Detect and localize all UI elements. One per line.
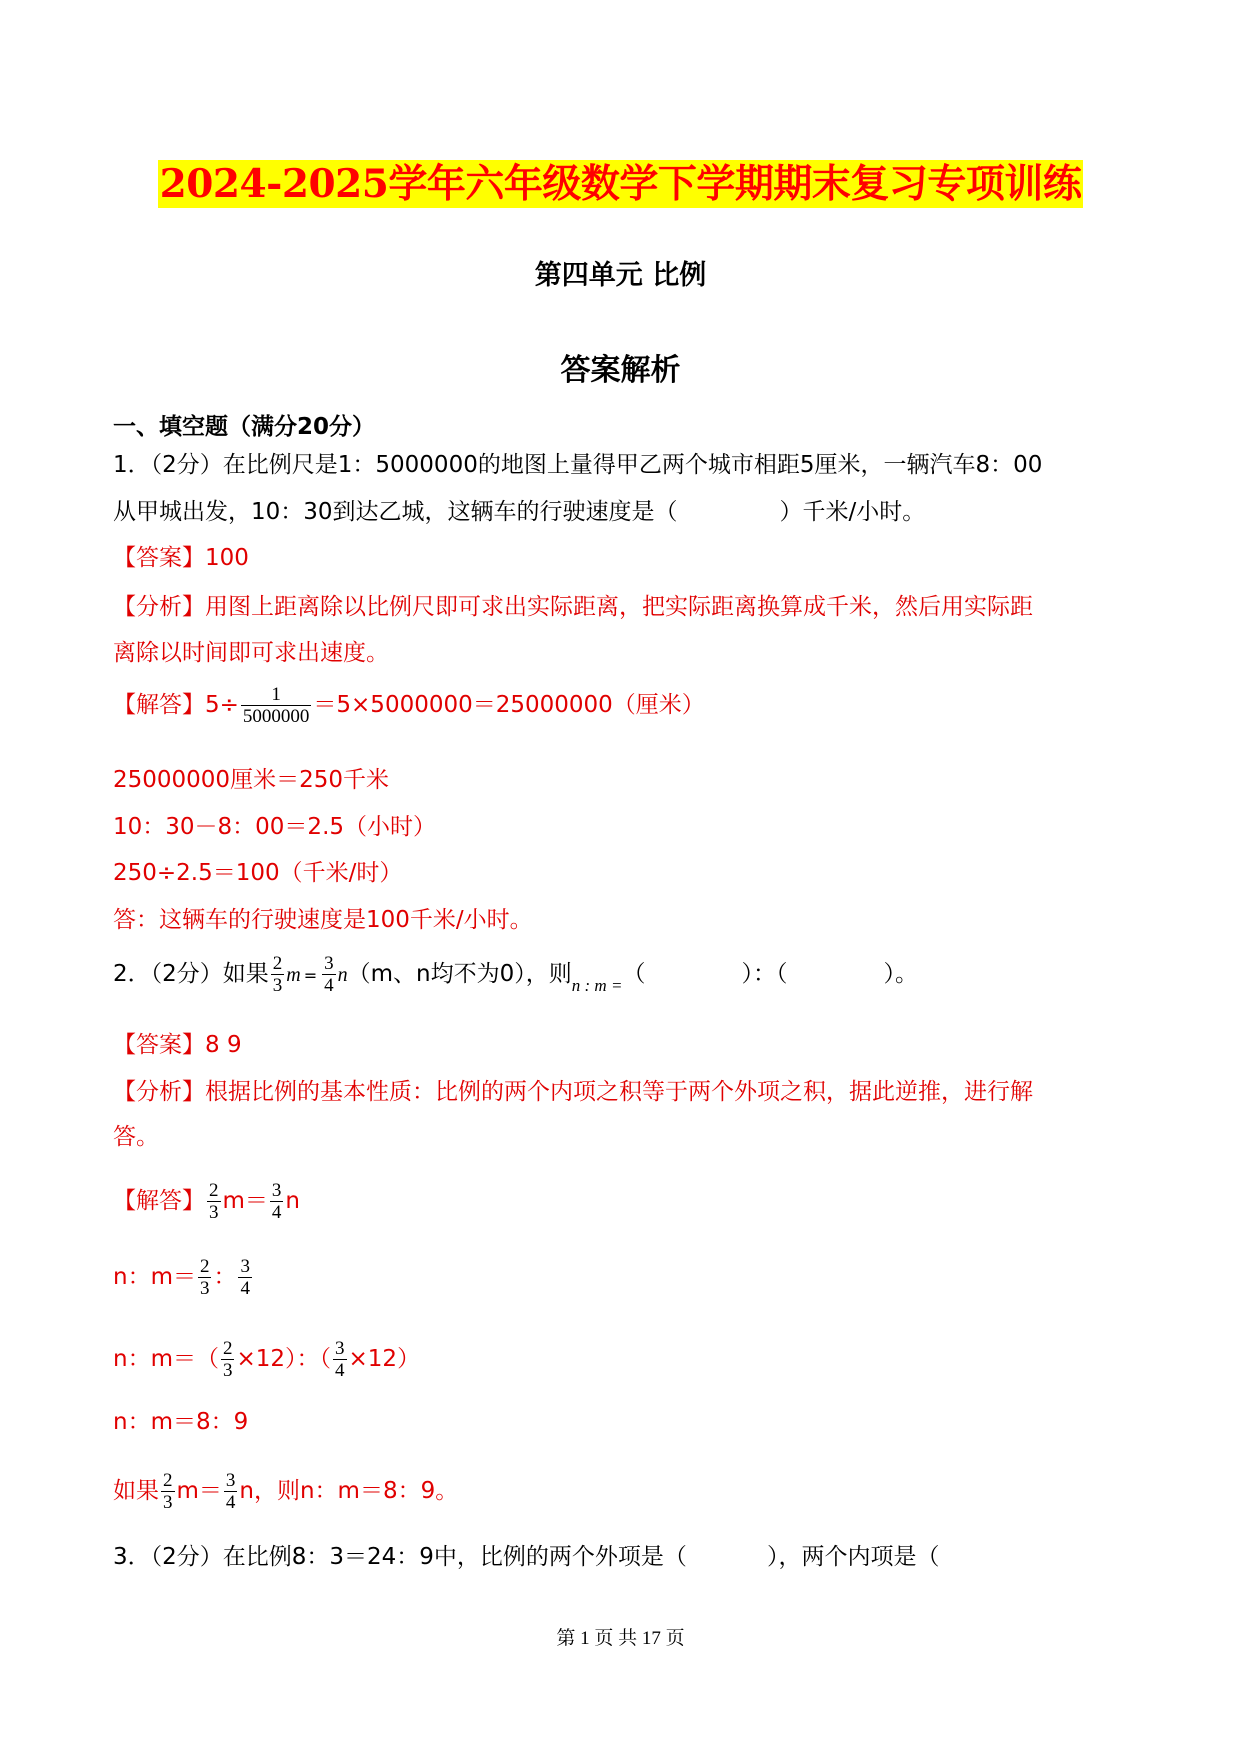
q1-analysis-1: 【分析】用图上距离除以比例尺即可求出实际距离，把实际距离换算成千米，然后用实际距 (113, 594, 1033, 620)
q2-s1-m: m＝ (222, 1188, 268, 1214)
q2-s5-frac-2-den: 4 (225, 1492, 236, 1513)
q1-analysis-2: 离除以时间即可求出速度。 (113, 640, 389, 666)
q2-frac-1-num: 2 (272, 953, 283, 974)
q2-s3-frac-2-num: 3 (335, 1338, 345, 1359)
q2-s2-frac-1-num: 2 (199, 1256, 210, 1277)
q1-fraction (241, 684, 312, 727)
q1-frac-den: 5000000 (242, 706, 310, 727)
q2-s3-frac-2 (333, 1338, 347, 1381)
q2-s5-frac-1-num: 2 (163, 1470, 173, 1491)
q2-solution-label: 【解答】 (113, 1188, 205, 1214)
q2-tail-a: （ (622, 961, 646, 987)
q2-s2-b: ： (213, 1264, 237, 1290)
q2-s1-frac-2 (270, 1180, 284, 1223)
q2-s3-frac-1 (221, 1338, 235, 1381)
q2-frac-1 (271, 953, 285, 996)
q2-s1-frac-2-num: 3 (271, 1180, 282, 1201)
q1-sol-a: 5÷ (205, 692, 239, 718)
q2-s2-frac-1 (198, 1256, 212, 1299)
q2-s2-frac-2-den: 4 (240, 1278, 250, 1299)
q1-line2 (113, 497, 925, 527)
section-heading: 一、填空题（满分20分） (113, 414, 376, 440)
q2-s2-frac-1-den: 3 (199, 1278, 210, 1299)
q2-tail-b: ）：（ (741, 961, 788, 987)
q2-prefix: 2．（2分）如果 (113, 961, 269, 987)
q2-analysis-1: 【分析】根据比例的基本性质：比例的两个内项之积等于两个外项之积，据此逆推，进行解 (113, 1079, 1033, 1105)
q2-s2-frac-2 (238, 1256, 252, 1299)
q2-line1 (113, 953, 918, 996)
q2-s2-frac-2-num: 3 (240, 1256, 250, 1277)
q2-var-m: m (286, 964, 301, 986)
q2-s5-a: 如果 (113, 1478, 159, 1504)
q1-line2-end: ）千米/小时。 (779, 499, 926, 525)
answer-heading: 答案解析 (560, 353, 681, 388)
q1-solution (113, 684, 705, 727)
q2-answer: 【答案】8 9 (113, 1032, 242, 1058)
q2-s2-a: n：m＝ (113, 1264, 196, 1290)
document-title: 2024-2025学年六年级数学下学期期末复习专项训练 (159, 161, 1082, 207)
unit-subtitle: 第四单元 比例 (534, 260, 707, 291)
q2-s5-b: m＝ (176, 1478, 222, 1504)
q2-s5-frac-2-num: 3 (225, 1470, 236, 1491)
q3-line1-b: ），两个内项是（ (766, 1544, 940, 1570)
q2-s3-frac-1-den: 3 (222, 1360, 233, 1381)
q2-var-n: n (337, 964, 348, 986)
title-wrap (0, 160, 1241, 208)
q2-solution-1 (113, 1180, 300, 1223)
q2-s1-frac-1-den: 3 (209, 1202, 219, 1223)
q1-frac-num: 1 (271, 684, 281, 705)
q2-s5-frac-2 (224, 1470, 238, 1513)
q1-line2-text: 从甲城出发，10：30到达乙城，这辆车的行驶速度是（ (113, 499, 678, 525)
q2-s1-frac-1 (207, 1180, 221, 1223)
q1-step-4: 250÷2.5＝100（千米/时） (113, 860, 403, 886)
q2-solution-4: n：m＝8：9 (113, 1409, 249, 1435)
q2-frac-1-den: 3 (272, 975, 283, 996)
q2-s1-frac-1-num: 2 (209, 1180, 219, 1201)
q3-line1-a: 3．（2分）在比例8：3＝24：9中，比例的两个外项是（ (113, 1544, 687, 1570)
page-footer: 第 1 页 共 17 页 (556, 1628, 685, 1649)
q2-s1-n: n (285, 1188, 300, 1214)
q2-solution-2 (113, 1256, 254, 1299)
q2-analysis-2: 答。 (113, 1124, 159, 1150)
q2-s3-frac-1-num: 2 (222, 1338, 233, 1359)
q1-sol-b: ＝5×5000000＝25000000（厘米） (313, 692, 705, 718)
q1-line1: 1．（2分）在比例尺是1：5000000的地图上量得甲乙两个城市相距5厘米，一辆汽车8：00 (113, 452, 1043, 478)
q1-step-3: 10：30－8：00＝2.5（小时） (113, 814, 437, 840)
q1-step-5: 答：这辆车的行驶速度是100千米/小时。 (113, 907, 533, 933)
q2-s5-frac-1 (161, 1470, 175, 1513)
q2-frac-2-den: 4 (324, 975, 334, 996)
q2-s1-frac-2-den: 4 (271, 1202, 282, 1223)
q2-s5-frac-1-den: 3 (163, 1492, 173, 1513)
q2-eq: = (303, 966, 318, 985)
q2-s5-c: n，则n：m＝8：9。 (239, 1478, 459, 1504)
q2-s3-frac-2-den: 4 (335, 1360, 345, 1381)
q2-solution-5 (113, 1470, 458, 1513)
q2-solution-3 (113, 1338, 420, 1381)
q2-nm: n : m = (571, 976, 623, 995)
q2-tail-c: ）。 (883, 961, 918, 987)
q1-answer: 【答案】100 (113, 545, 249, 571)
q2-mid: （m、n均不为0），则 (347, 961, 572, 987)
q1-step-2: 25000000厘米＝250千米 (113, 767, 389, 793)
q2-s3-a: n：m＝（ (113, 1346, 219, 1372)
q2-frac-2-num: 3 (324, 953, 334, 974)
q2-s3-c: ×12） (348, 1346, 421, 1372)
q3-line1 (113, 1542, 939, 1572)
q2-s3-b: ×12）：（ (236, 1346, 332, 1372)
q2-frac-2 (322, 953, 336, 996)
q1-solution-label: 【解答】 (113, 692, 205, 718)
